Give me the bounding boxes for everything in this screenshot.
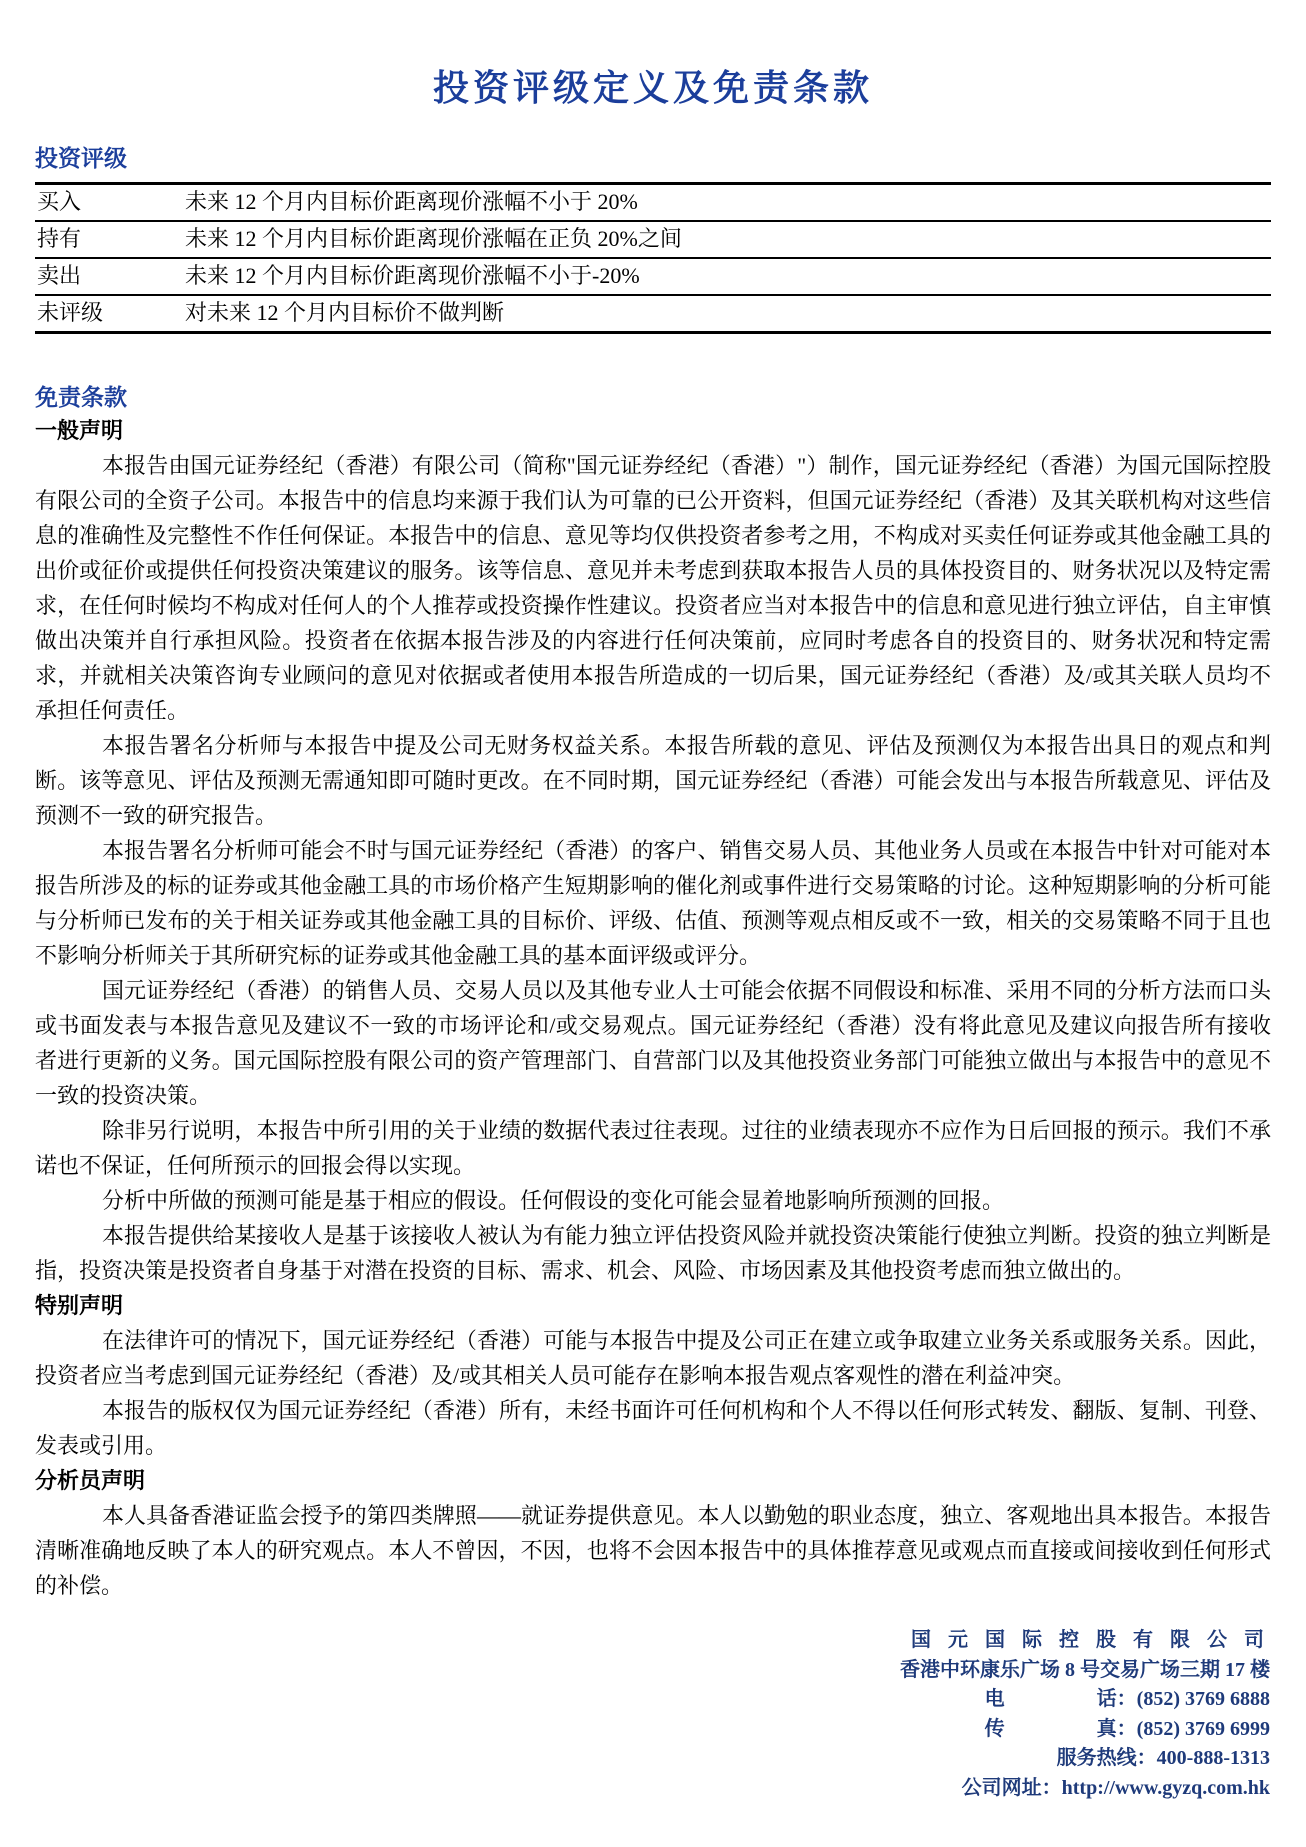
website-label: 公司网址： xyxy=(961,1776,1062,1799)
paragraph: 本人具备香港证监会授予的第四类牌照——就证券提供意见。本人以勤勉的职业态度，独立、客观地出具本报告。本报告清晰准确地反映了本人的研究观点。本人不曾因，不因，也将不会因本报告中的具体推荐意见或观点而直接或间接收到任何形式的补偿。 xyxy=(35,1503,1271,1598)
phone-number: (852) 3769 6888 xyxy=(1136,1688,1270,1710)
rating-label: 卖出 xyxy=(35,258,183,295)
table-row xyxy=(35,184,1271,222)
table-row xyxy=(35,295,1271,333)
rating-definition: 未来 12 个月内目标价距离现价涨幅在正负 20%之间 xyxy=(183,221,1271,258)
hotline-label: 服务热线： xyxy=(1056,1747,1157,1769)
hotline-line xyxy=(900,1744,1270,1774)
fax-number: (852) 3769 6999 xyxy=(1136,1717,1270,1740)
page-title: 投资评级定义及免责条款 xyxy=(432,68,873,108)
general-statement-heading: 一般声明 xyxy=(35,418,124,443)
rating-definition: 对未来 12 个月内目标价不做判断 xyxy=(185,300,505,325)
phone-label-left: 电 xyxy=(984,1688,1005,1710)
ratings-heading: 投资评级 xyxy=(35,146,127,171)
website-line xyxy=(900,1774,1270,1804)
rating-label: 未评级 xyxy=(37,300,104,325)
disclaimer-heading: 免责条款 xyxy=(35,385,127,410)
paragraph: 分析中所做的预测可能是基于相应的假设。任何假设的变化可能会显着地影响所预测的回报。 xyxy=(102,1188,1005,1213)
hotline-number: 400-888-1313 xyxy=(1156,1747,1270,1769)
fax-line xyxy=(900,1715,1270,1745)
special-statement-heading: 特别声明 xyxy=(35,1293,124,1318)
paragraph: 除非另行说明，本报告中所引用的关于业绩的数据代表过往表现。过往的业绩表现亦不应作为日后回报的预示。我们不承诺也不保证，任何所预示的回报会得以实现。 xyxy=(35,1118,1271,1178)
rating-definition: 未来 12 个月内目标价距离现价涨幅不小于-20% xyxy=(183,258,1271,295)
paragraph: 本报告提供给某接收人是基于该接收人被认为有能力独立评估投资风险并就投资决策能行使独立判断。投资的独立判断是指，投资决策是投资者自身基于对潜在投资的目标、需求、机会、风险、市场因素及其他投资考虑而独立做出的。 xyxy=(35,1223,1271,1283)
ratings-table xyxy=(35,182,1271,334)
paragraph: 在法律许可的情况下，国元证券经纪（香港）可能与本报告中提及公司正在建立或争取建立业务关系或服务关系。因此，投资者应当考虑到国元证券经纪（香港）及/或其相关人员可能存在影响本报告观点客观性的潜在利益冲突。 xyxy=(35,1328,1271,1388)
fax-label-left: 传 xyxy=(984,1717,1005,1740)
table-row xyxy=(35,221,1271,258)
table-row xyxy=(35,258,1271,295)
rating-label: 买入 xyxy=(35,184,183,222)
phone-line xyxy=(900,1685,1270,1715)
rating-definition: 未来 12 个月内目标价距离现价涨幅不小于 20% xyxy=(183,184,1271,222)
company-name: 国 元 国 际 控 股 有 限 公 司 xyxy=(911,1629,1270,1651)
fax-label-right: 真： xyxy=(1096,1717,1137,1740)
paragraph: 本报告署名分析师与本报告中提及公司无财务权益关系。本报告所载的意见、评估及预测仅为本报告出具日的观点和判断。该等意见、评估及预测无需通知即可随时更改。在不同时期，国元证券经纪（香港）可能会发出与本报告所载意见、评估及预测不一致的研究报告。 xyxy=(35,733,1271,828)
rating-label: 持有 xyxy=(35,221,183,258)
analyst-statement-heading: 分析员声明 xyxy=(35,1468,146,1493)
website-url: http://www.gyzq.com.hk xyxy=(1061,1776,1270,1799)
paragraph: 本报告的版权仅为国元证券经纪（香港）所有，未经书面许可任何机构和个人不得以任何形式转发、翻版、复制、刊登、发表或引用。 xyxy=(35,1398,1271,1458)
paragraph: 国元证券经纪（香港）的销售人员、交易人员以及其他专业人士可能会依据不同假设和标准、采用不同的分析方法而口头或书面发表与本报告意见及建议不一致的市场评论和/或交易观点。国元证券经纪（香港）没有将此意见及建议向报告所有接收者进行更新的义务。国元国际控股有限公司的资产管理部门、自营部门以及其他投资业务部门可能独立做出与本报告中的意见不一致的投资决策。 xyxy=(35,978,1271,1108)
paragraph: 本报告署名分析师可能会不时与国元证券经纪（香港）的客户、销售交易人员、其他业务人员或在本报告中针对可能对本报告所涉及的标的证券或其他金融工具的市场价格产生短期影响的催化剂或事件进行交易策略的讨论。这种短期影响的分析可能与分析师已发布的关于相关证券或其他金融工具的目标价、评级、估值、预测等观点相反或不一致，相关的交易策略不同于且也不影响分析师关于其所研究标的证券或其他金融工具的基本面评级或评分。 xyxy=(35,838,1271,968)
company-contact-block xyxy=(900,1626,1270,1803)
company-address: 香港中环康乐广场 8 号交易广场三期 17 楼 xyxy=(900,1658,1270,1681)
paragraph: 本报告由国元证券经纪（香港）有限公司（简称"国元证券经纪（香港）"）制作，国元证券经纪（香港）为国元国际控股有限公司的全资子公司。本报告中的信息均来源于我们认为可靠的已公开资料，但国元证券经纪（香港）及其关联机构对这些信息的准确性及完整性不作任何保证。本报告中的信息、意见等均仅供投资者参考之用，不构成对买卖任何证券或其他金融工具的出价或征价或提供任何投资决策建议的服务。该等信息、意见并未考虑到获取本报告人员的具体投资目的、财务状况以及特定需求，在任何时候均不构成对任何人的个人推荐或投资操作性建议。投资者应当对本报告中的信息和意见进行独立评估，自主审慎做出决策并自行承担风险。投资者在依据本报告涉及的内容进行任何决策前，应同时考虑各自的投资目的、财务状况和特定需求，并就相关决策咨询专业顾问的意见对依据或者使用本报告所造成的一切后果，国元证券经纪（香港）及/或其关联人员均不承担任何责任。 xyxy=(35,453,1271,723)
phone-label-right: 话： xyxy=(1096,1688,1137,1710)
